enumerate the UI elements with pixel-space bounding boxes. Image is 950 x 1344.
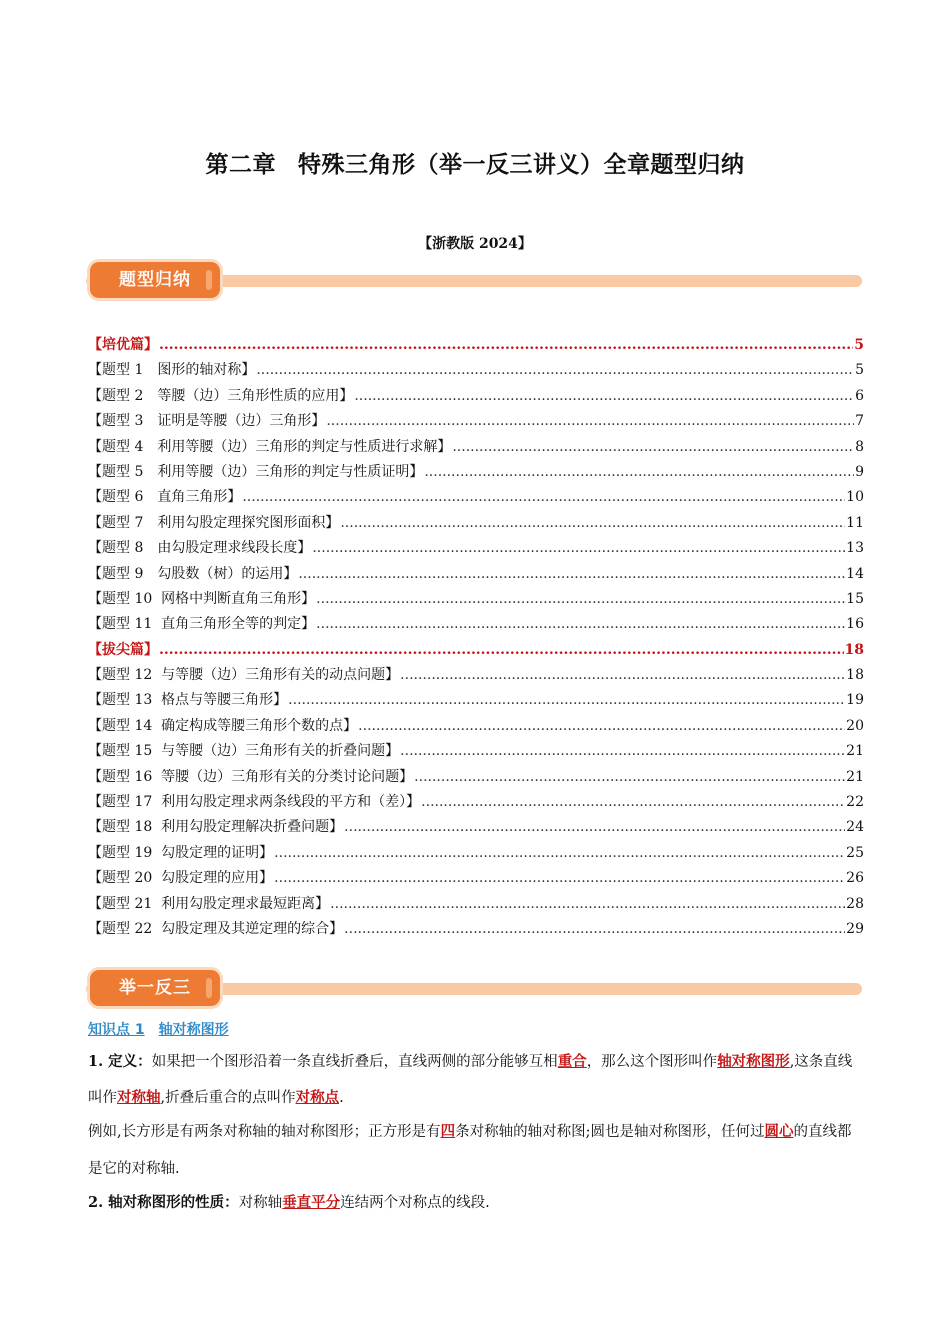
highlight-term: 轴对称图形: [717, 1053, 790, 1070]
toc-label: 【题型 20 勾股定理的应用】: [88, 870, 274, 887]
toc-label: 【题型 19 勾股定理的证明】: [88, 844, 274, 861]
toc-label: 【题型 21 利用勾股定理求最短距离】: [88, 895, 330, 912]
toc-leader-dots: [400, 663, 845, 688]
toc-label: 【题型 2 等腰（边）三角形性质的应用】: [88, 387, 354, 404]
text: ,这条直线叫作: [88, 1054, 853, 1106]
toc-leader-dots: [274, 841, 845, 866]
toc-leader-dots: [421, 790, 845, 815]
toc-leader-dots: [340, 511, 845, 536]
toc-leader-dots: [358, 714, 845, 739]
example-paragraph: [88, 1113, 864, 1188]
toc-leader-dots: [159, 638, 844, 663]
toc-leader-dots: [326, 409, 854, 434]
toc-leader-dots: [424, 460, 854, 485]
toc-page-number: 25: [846, 844, 864, 861]
toc-entry-link[interactable]: [88, 384, 864, 409]
toc-page-number: 8: [855, 438, 864, 455]
toc-leader-dots: [242, 485, 845, 510]
highlight-term: 圆心: [764, 1123, 794, 1140]
property-paragraph: [88, 1190, 864, 1216]
toc-entry-link[interactable]: [88, 917, 864, 942]
toc-page-number: 11: [846, 514, 864, 531]
toc-leader-dots: [316, 612, 845, 637]
toc-leader-dots: [330, 892, 845, 917]
toc-label: 【培优篇】: [88, 337, 158, 353]
table-of-contents: [88, 333, 864, 942]
toc-leader-dots: [256, 358, 854, 383]
toc-entry-link[interactable]: [88, 587, 864, 612]
highlight-term: 对称点: [295, 1089, 340, 1106]
toc-label: 【拔尖篇】: [88, 641, 158, 658]
toc-banner: [86, 260, 862, 300]
para-lead: 1. 定义：: [88, 1053, 152, 1070]
toc-leader-dots: [312, 536, 845, 561]
toc-label: 【题型 8 由勾股定理求线段长度】: [88, 540, 312, 557]
toc-leader-dots: [452, 435, 854, 460]
kp-name: 轴对称图形: [158, 1022, 229, 1038]
toc-label: 【题型 17 利用勾股定理求两条线段的平方和（差）】: [88, 794, 421, 811]
toc-label: 【题型 11 直角三角形全等的判定】: [88, 616, 316, 633]
toc-label: 【题型 12 与等腰（边）三角形有关的动点问题】: [88, 667, 400, 684]
toc-section-link[interactable]: [88, 333, 864, 358]
toc-page-number: 18: [844, 641, 864, 658]
toc-entry-link[interactable]: [88, 358, 864, 383]
toc-label: 【题型 5 利用等腰（边）三角形的判定与性质证明】: [88, 463, 424, 480]
text: 的直线都是它的对称轴.: [88, 1124, 852, 1177]
toc-page-number: 18: [846, 667, 864, 684]
toc-entry-link[interactable]: [88, 536, 864, 561]
toc-entry-link[interactable]: [88, 612, 864, 637]
kp-number: 知识点 1: [88, 1022, 145, 1038]
toc-label: 【题型 9 勾股数（树）的运用】: [88, 565, 298, 582]
toc-leader-dots: [414, 765, 845, 790]
highlight-term: 四: [440, 1123, 456, 1140]
toc-page-number: 19: [846, 692, 864, 709]
text: 例如,长方形是有两条对称轴的轴对称图形；正方形是有: [88, 1124, 441, 1140]
examples-banner: [86, 968, 862, 1008]
text: .: [339, 1090, 344, 1106]
toc-page-number: 28: [846, 895, 864, 912]
text: 连结两个对称点的线段.: [340, 1195, 490, 1211]
banner-label: 题型归纳: [90, 262, 220, 298]
toc-entry-link[interactable]: [88, 866, 864, 891]
toc-entry-link[interactable]: [88, 409, 864, 434]
text: 对称轴: [238, 1195, 283, 1211]
toc-entry-link[interactable]: [88, 485, 864, 510]
toc-page-number: 6: [855, 387, 864, 404]
highlight-term: 重合: [557, 1053, 587, 1070]
toc-leader-dots: [354, 384, 854, 409]
toc-entry-link[interactable]: [88, 815, 864, 840]
toc-entry-link[interactable]: [88, 765, 864, 790]
toc-page-number: 5: [854, 337, 864, 353]
text: ,折叠后重合的点叫作: [160, 1090, 296, 1106]
toc-entry-link[interactable]: [88, 511, 864, 536]
toc-label: 【题型 7 利用勾股定理探究图形面积】: [88, 514, 340, 531]
toc-label: 【题型 6 直角三角形】: [88, 489, 242, 506]
toc-leader-dots: [159, 333, 853, 358]
toc-page-number: 22: [846, 794, 864, 811]
knowledge-point-title: [88, 1019, 229, 1039]
highlight-term: 垂直平分: [282, 1194, 341, 1211]
toc-page-number: 21: [846, 768, 864, 785]
toc-page-number: 5: [855, 362, 864, 379]
toc-label: 【题型 16 等腰（边）三角形有关的分类讨论问题】: [88, 768, 414, 785]
toc-page-number: 16: [846, 616, 864, 633]
toc-entry-link[interactable]: [88, 688, 864, 713]
toc-entry-link[interactable]: [88, 663, 864, 688]
toc-label: 【题型 3 证明是等腰（边）三角形】: [88, 413, 326, 430]
toc-page-number: 7: [855, 413, 864, 430]
toc-page-number: 26: [846, 870, 864, 887]
toc-label: 【题型 15 与等腰（边）三角形有关的折叠问题】: [88, 743, 400, 760]
toc-page-number: 15: [846, 590, 864, 607]
toc-entry-link[interactable]: [88, 714, 864, 739]
text: ，那么这个图形叫作: [586, 1054, 718, 1070]
toc-leader-dots: [400, 739, 845, 764]
toc-label: 【题型 18 利用勾股定理解决折叠问题】: [88, 819, 344, 836]
para-lead: 2. 轴对称图形的性质：: [88, 1194, 239, 1211]
toc-leader-dots: [298, 562, 845, 587]
toc-page-number: 29: [846, 920, 864, 937]
toc-label: 【题型 1 图形的轴对称】: [88, 362, 256, 379]
title-text: 特殊三角形（举一反三讲义）全章题型归纳: [298, 152, 745, 178]
definition-paragraph: [88, 1044, 864, 1116]
toc-entry-link[interactable]: [88, 562, 864, 587]
toc-entry-link[interactable]: [88, 790, 864, 815]
toc-page-number: 20: [846, 717, 864, 734]
toc-leader-dots: [274, 866, 845, 891]
highlight-term: 对称轴: [117, 1089, 161, 1106]
toc-label: 【题型 10 网格中判断直角三角形】: [88, 590, 316, 607]
page-title: [0, 146, 950, 179]
toc-label: 【题型 4 利用等腰（边）三角形的判定与性质进行求解】: [88, 438, 452, 455]
toc-page-number: 13: [846, 540, 864, 557]
toc-leader-dots: [288, 688, 845, 713]
toc-page-number: 9: [855, 463, 864, 480]
toc-leader-dots: [344, 917, 845, 942]
toc-page-number: 14: [846, 565, 864, 582]
title-chapter: 第二章: [205, 152, 276, 178]
edition-label: 【浙教版 2024】: [418, 236, 532, 252]
text: 如果把一个图形沿着一条直线折叠后，直线两侧的部分能够互相: [151, 1054, 558, 1070]
toc-section-link[interactable]: [88, 638, 864, 663]
toc-page-number: 24: [846, 819, 864, 836]
toc-page-number: 10: [846, 489, 864, 506]
toc-leader-dots: [344, 815, 845, 840]
text: 条对称轴的轴对称图;圆也是轴对称图形，任何过: [455, 1124, 765, 1140]
toc-label: 【题型 22 勾股定理及其逆定理的综合】: [88, 920, 344, 937]
toc-entry-link[interactable]: [88, 841, 864, 866]
toc-entry-link[interactable]: [88, 892, 864, 917]
toc-entry-link[interactable]: [88, 460, 864, 485]
toc-page-number: 21: [846, 743, 864, 760]
toc-entry-link[interactable]: [88, 739, 864, 764]
toc-leader-dots: [316, 587, 845, 612]
toc-label: 【题型 14 确定构成等腰三角形个数的点】: [88, 717, 358, 734]
toc-entry-link[interactable]: [88, 435, 864, 460]
banner-label: 举一反三: [90, 970, 220, 1006]
toc-label: 【题型 13 格点与等腰三角形】: [88, 692, 288, 709]
